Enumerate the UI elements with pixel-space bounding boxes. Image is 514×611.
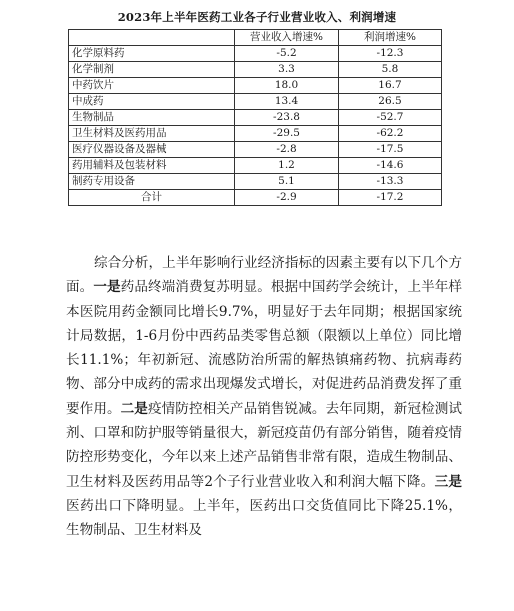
row-profit: -14.6	[338, 158, 441, 174]
row-name: 中药饮片	[69, 78, 235, 94]
table-row	[69, 94, 442, 110]
para-intro: 综合分析，上半年影响行业经济指标的因素主要有以下几个方面。	[66, 255, 462, 296]
row-name: 药用辅料及包装材料	[69, 158, 235, 174]
row-profit: 5.8	[338, 62, 441, 78]
table-row	[69, 62, 442, 78]
row-profit: -62.2	[338, 126, 441, 142]
point-one-label: 一是	[93, 279, 121, 296]
table-row	[69, 46, 442, 62]
table-row	[69, 126, 442, 142]
para-point-one: 药品终端消费复苏明显。根据中国药学会统计，上半年样本医院用药金额同比增长9.7%，明显好于去年同期；根据国家统计局数据，1-6月份中西药品类零售总额（限额以上单位）同比增长11.1%；年初新冠、流感防治所需的解热镇痛药物、抗病毒药物、部分中成药的需求出现爆发式增长，对促进药品消费发挥了重要作用。	[66, 279, 463, 417]
para-point-two: 疫情防控相关产品销售锐减。去年同期，新冠检测试剂、口罩和防护服等销量很大，新冠疫苗仍有部分销售，随着疫情防控形势变化，今年以来上述产品销售非常有限，造成生物制品、卫生材料及医药用品等2个子行业营业收入和利润大幅下降。	[66, 400, 463, 490]
header-profit-growth: 利润增速%	[338, 30, 441, 46]
row-name: 医疗仪器设备及器械	[69, 142, 235, 158]
row-revenue: 5.1	[235, 174, 339, 190]
row-revenue: 18.0	[235, 78, 339, 94]
analysis-paragraph	[66, 251, 462, 543]
industry-growth-table	[68, 29, 442, 206]
row-profit: 26.5	[338, 94, 441, 110]
row-revenue: 1.2	[235, 158, 339, 174]
table-row	[69, 110, 442, 126]
table-header-row	[69, 30, 442, 46]
table-total-row	[69, 190, 442, 206]
point-three-label: 三是	[434, 473, 463, 490]
row-name: 化学原料药	[69, 46, 235, 62]
row-name: 中成药	[69, 94, 235, 110]
point-two-label: 二是	[120, 400, 148, 417]
row-profit: -12.3	[338, 46, 441, 62]
header-revenue-growth: 营业收入增速%	[235, 30, 339, 46]
total-profit: -17.2	[338, 190, 441, 206]
table-row	[69, 174, 442, 190]
row-revenue: -2.8	[235, 142, 339, 158]
row-name: 卫生材料及医药用品	[69, 126, 235, 142]
table-row	[69, 158, 442, 174]
para-point-three: 医药出口下降明显。上半年，医药出口交货值同比下降25.1%，生物制品、卫生材料及	[66, 497, 462, 539]
table-title: 2023年上半年医药工业各子行业营业收入、利润增速	[117, 10, 397, 24]
row-revenue: 3.3	[235, 62, 339, 78]
table-row	[69, 78, 442, 94]
total-revenue: -2.9	[235, 190, 339, 206]
table-row	[69, 142, 442, 158]
row-revenue: -23.8	[235, 110, 339, 126]
row-profit: -17.5	[338, 142, 441, 158]
row-revenue: -29.5	[235, 126, 339, 142]
row-profit: 16.7	[338, 78, 441, 94]
row-name: 制药专用设备	[69, 174, 235, 190]
row-revenue: 13.4	[235, 94, 339, 110]
header-blank	[69, 30, 235, 46]
row-profit: -52.7	[338, 110, 441, 126]
row-profit: -13.3	[338, 174, 441, 190]
row-name: 化学制剂	[69, 62, 235, 78]
total-label: 合计	[69, 190, 235, 206]
row-revenue: -5.2	[235, 46, 339, 62]
row-name: 生物制品	[69, 110, 235, 126]
